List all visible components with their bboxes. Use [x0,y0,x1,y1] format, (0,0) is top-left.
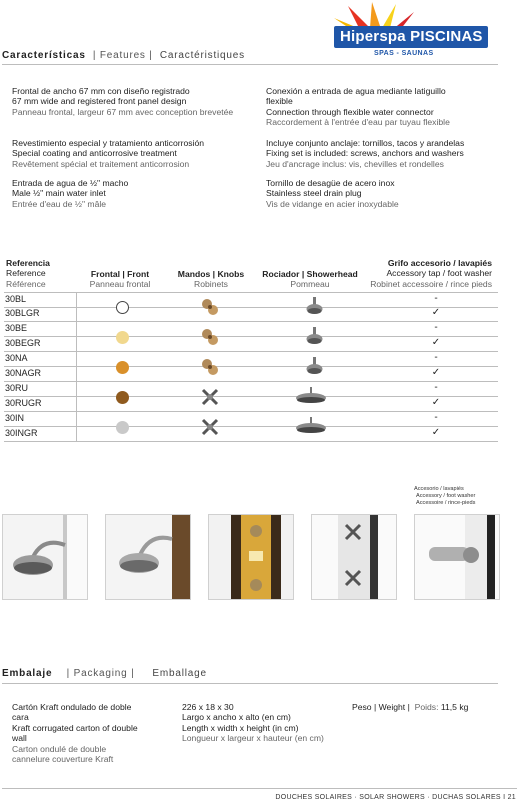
feature-text: Stainless steel drain plug [266,188,362,199]
row-code: 30BLGR [5,308,40,318]
feature-text: Entrada de agua de ½" macho [12,178,129,188]
feature-text: Vis de vidange en acier inoxydable [266,198,399,209]
feature-block [266,178,496,209]
features-header [2,50,245,61]
front-color-swatch [116,331,129,344]
feature-text: 67 mm wide and registered front panel design [12,96,187,107]
table-row [4,322,498,337]
grifo-none: - [434,293,438,304]
features-header-fr: Caractéristiques [159,50,245,61]
front-color-swatch [116,391,129,404]
row-code: 30INGR [5,428,38,438]
packaging-text: Largo x ancho x alto (en cm) [182,712,291,723]
weight-value: 11,5 kg [440,702,469,712]
header-text: Referencia [6,258,50,268]
packaging-header-es: Embalaje [2,668,53,679]
row-code: 30RU [5,383,29,393]
weight-label-fr: Poids: [414,702,439,712]
packaging-header [2,668,207,679]
packaging-header-en: | Packaging | [66,668,135,679]
feature-block [12,178,242,209]
header-text: Rociador | Showerhead [262,269,358,279]
feature-block [266,138,506,169]
foot-washer-photo [414,514,500,600]
weight-label: Peso | Weight | [352,702,410,712]
accessory-note [414,486,475,507]
logo-subtitle: SPAS - SAUNAS [374,50,434,57]
feature-text: Frontal de ancho 67 mm con diseño registrado [12,86,190,96]
cross-knob-icon [199,416,221,438]
packaging-text: Length x width x height (in cm) [182,722,299,733]
round-knob-icon [199,356,221,378]
cross-knob-icon [199,386,221,408]
round-knob-icon [199,326,221,348]
packaging-weight [352,702,502,712]
showerhead-bronze-photo [105,514,191,600]
feature-text: Tornillo de desagüe de acero inox [266,178,395,188]
table-row [4,367,498,382]
header-mandos [168,269,254,290]
header-text: Accessory tap / foot washer [386,268,492,279]
header-text: Robinets [194,279,228,290]
packaging-text: Kraft corrugated carton of double wall [12,722,138,744]
table-row [4,337,498,352]
feature-block [266,86,471,128]
feature-text: Panneau frontal, largeur 67 mm avec conception brevetée [12,106,234,117]
header-rociador [256,269,364,290]
brand-logo [330,2,490,58]
row-code: 30BL [5,294,27,304]
grifo-check-icon: ✓ [431,307,441,318]
accessory-note-text: Accessory / foot washer [416,493,476,499]
table-row [4,427,498,442]
accessory-note-text: Accessoire / rince-pieds [416,500,476,506]
header-frontal [80,269,160,290]
header-text: Référence [6,278,46,289]
showerhead-icon [298,356,332,378]
panel-knobs-photo [311,514,397,600]
packaging-header-fr: Emballage [152,668,207,679]
row-code: 30IN [5,413,25,423]
features-rule [2,64,498,65]
grifo-none: - [434,352,438,363]
grifo-check-icon: ✓ [431,397,441,408]
features-header-es: Características [2,50,86,61]
grifo-none: - [434,322,438,333]
showerhead-icon [294,416,328,438]
packaging-carton [12,702,142,764]
showerhead-icon [298,296,332,318]
page-footer: DOUCHES SOLAIRES · SOLAR SHOWERS · DUCHAS SOLARES I 21 [275,794,516,801]
row-code: 30BEGR [5,338,41,348]
feature-text: Special coating and anticorrosive treatment [12,148,177,159]
front-color-swatch [116,421,129,434]
table-row [4,352,498,367]
header-text: Panneau frontal [89,279,151,290]
panel-front-photo [208,514,294,600]
grifo-check-icon: ✓ [431,367,441,378]
feature-text: Fixing set is included: screws, anchors and washers [266,148,464,159]
features-header-en: | Features | [92,50,153,61]
header-reference [6,258,86,289]
row-code: 30RUGR [5,398,42,408]
header-text: Reference [6,268,46,279]
header-text: Grifo accesorio / lavapiés [387,258,492,268]
feature-text: Male ½" main water inlet [12,188,106,199]
feature-text: Connection through flexible water connector [266,106,434,117]
header-text: Mandos | Knobs [177,269,245,279]
packaging-rule [2,683,498,684]
header-grifo [366,258,492,289]
row-code: 30NA [5,353,28,363]
table-row [4,412,498,427]
feature-text: Conexión a entrada de agua mediante latiguillo flexible [266,86,446,107]
header-text: Robinet accessoire / rince pieds [370,278,492,289]
showerhead-photo [2,514,88,600]
row-code: 30NAGR [5,368,42,378]
grifo-none: - [434,412,438,423]
table-row [4,307,498,322]
feature-text: Revestimiento especial y tratamiento anticorrosión [12,138,205,148]
grifo-check-icon: ✓ [431,427,441,438]
showerhead-icon [298,326,332,348]
packaging-text: Cartón Kraft ondulado de doble cara [12,702,132,723]
footer-rule [2,788,517,789]
feature-text: Raccordement à l'entrée d'eau par tuyau flexible [266,117,450,128]
front-color-swatch [116,361,129,374]
feature-block [12,86,242,117]
table-divider [76,292,77,441]
front-color-swatch [116,301,129,314]
logo-text: Hiperspa PISCINAS [340,28,483,45]
feature-block [12,138,252,169]
packaging-dims-value: 226 x 18 x 30 [182,702,234,712]
table-row [4,397,498,412]
accessory-note-text: Accesorio / lavapiés [414,486,464,492]
header-text: Pommeau [290,279,330,290]
packaging-text: Longueur x largeur x hauteur (en cm) [182,733,324,744]
table-row [4,292,498,308]
round-knob-icon [199,296,221,318]
feature-text: Entrée d'eau de ½" mâle [12,198,107,209]
packaging-dims [182,702,332,744]
row-code: 30BE [5,323,28,333]
header-text: Frontal | Front [90,269,150,279]
table-row [4,382,498,397]
packaging-text: Carton ondulé de double cannelure couverture Kraft [12,743,114,765]
grifo-none: - [434,382,438,393]
showerhead-icon [294,386,328,408]
feature-text: Incluye conjunto anclaje: tornillos, tacos y arandelas [266,138,465,148]
feature-text: Jeu d'ancrage inclus: vis, chevilles et rondelles [266,158,444,169]
grifo-check-icon: ✓ [431,337,441,348]
feature-text: Revêtement spécial et traitement anticorrosion [12,158,190,169]
